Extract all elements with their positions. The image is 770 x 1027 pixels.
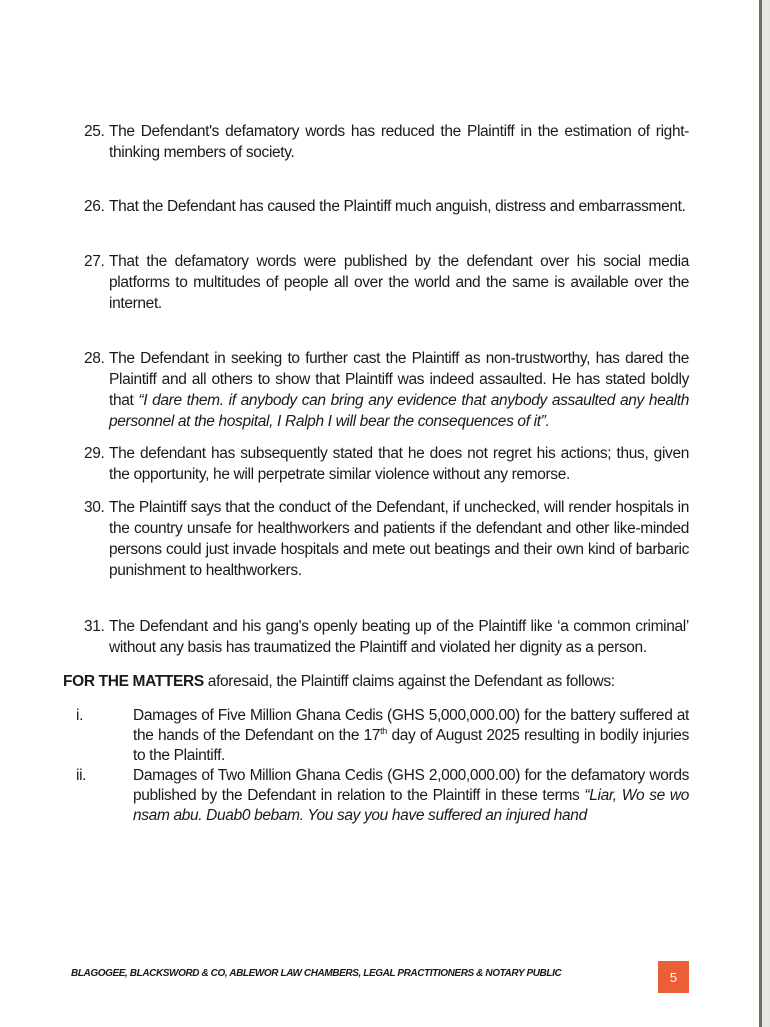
claims-intro-text: aforesaid, the Plaintiff claims against the Defendant as follows: [203, 673, 615, 690]
claim-text: Damages of Two Million Ghana Cedis (GHS 2,000,000.00) for the defamatory words published by the Defendant in relation to the Plaintiff in these terms [133, 767, 689, 804]
claim-quote: “Liar, Wo se wo nsam abu. Duab0 bebam. You say you have suffered an injured hand [133, 787, 689, 824]
paragraph-text: The Defendant and his gang's openly beating up of the Plaintiff like ‘a common criminal’ without any basis has traumatized the Plaintiff and violated her dignity as a person. [109, 618, 689, 656]
claims-intro [63, 671, 689, 692]
paragraph-27 [63, 251, 689, 314]
claim-numeral: ii. [76, 767, 87, 784]
paragraph-text: The Defendant's defamatory words has reduced the Plaintiff in the estimation of right-thinking members of society. [109, 123, 689, 161]
paragraph-number: 30. [84, 499, 105, 516]
footer-firm-name: BLAGOGEE, BLACKSWORD & CO, ABLEWOR LAW CHAMBERS, LEGAL PRACTITIONERS & NOTARY PUBLIC [71, 968, 562, 979]
claim-i [63, 706, 689, 766]
paragraph-text: The Plaintiff says that the conduct of the Defendant, if unchecked, will render hospitals in the country unsafe for healthworkers and patients if the defendant and other like-minded persons could just invade hospitals and mete out beatings and their own kind of barbaric punishment to healthworkers. [109, 499, 689, 579]
paragraph-number: 26. [84, 198, 105, 215]
document-body [63, 121, 689, 826]
paragraph-quote: “I dare them. if anybody can bring any evidence that anybody assaulted any health personnel at the hospital, I Ralph I will bear the consequences of it”. [109, 392, 689, 430]
paragraph-text: The Defendant in seeking to further cast the Plaintiff as non-trustworthy, has dared the Plaintiff and all others to show that Plaintiff was indeed assaulted. He has stated boldly that [109, 350, 689, 409]
page-number-badge: 5 [658, 961, 689, 993]
paragraph-number: 25. [84, 123, 105, 140]
claim-numeral: i. [76, 707, 84, 724]
paragraph-number: 29. [84, 445, 105, 462]
claims-intro-bold: FOR THE MATTERS [63, 673, 204, 690]
paragraph-text: The defendant has subsequently stated that he does not regret his actions; thus, given the opportunity, he will perpetrate similar violence without any remorse. [109, 445, 689, 483]
paragraph-26 [63, 196, 689, 217]
paragraph-31 [63, 616, 689, 658]
paragraph-number: 28. [84, 350, 105, 367]
page-background [762, 0, 770, 1027]
paragraph-28 [63, 348, 689, 432]
claim-ii [63, 766, 689, 826]
paragraph-29 [63, 443, 689, 485]
paragraph-number: 31. [84, 618, 105, 635]
paragraph-text: That the defamatory words were published by the defendant over his social media platforms to multitudes of people all over the world and the same is available over the internet. [109, 253, 689, 312]
paragraph-number: 27. [84, 253, 105, 270]
paragraph-30 [63, 497, 689, 581]
paragraph-text: That the Defendant has caused the Plaintiff much anguish, distress and embarrassment. [109, 198, 686, 215]
claim-text: Damages of Five Million Ghana Cedis (GHS 5,000,000.00) for the battery suffered at the hands of the Defendant on the 17 [133, 707, 689, 744]
claim-superscript: th [380, 725, 387, 736]
claim-text-after: day of August 2025 resulting in bodily injuries to the Plaintiff. [133, 727, 689, 764]
paragraph-25 [63, 121, 689, 163]
